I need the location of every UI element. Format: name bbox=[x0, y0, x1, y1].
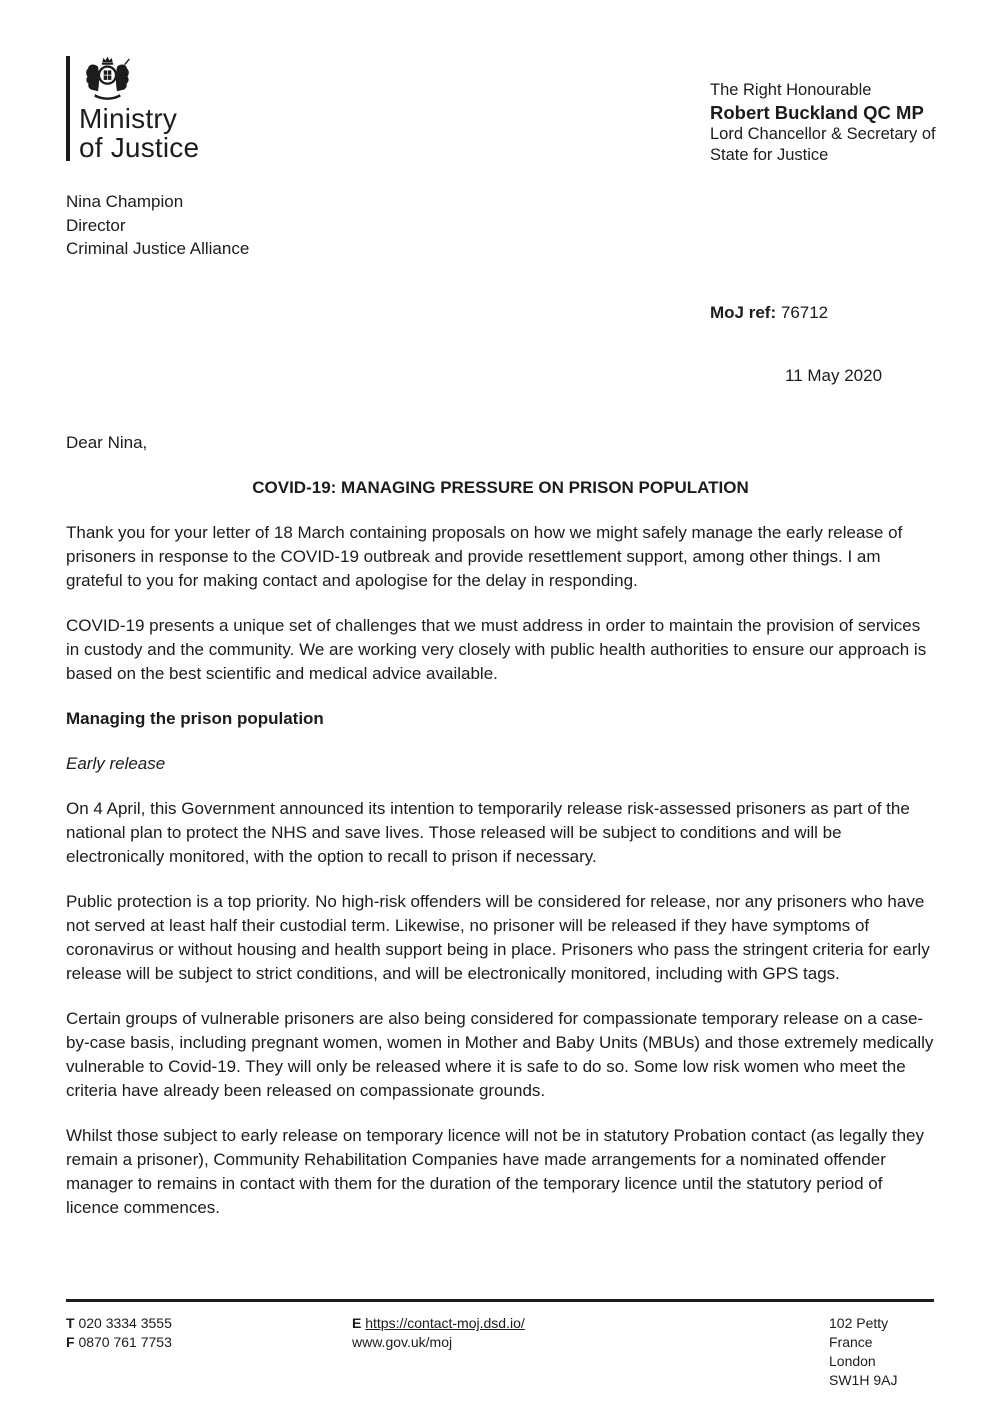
addressee-organisation: Criminal Justice Alliance bbox=[66, 239, 250, 258]
moj-reference-label: MoJ ref: bbox=[710, 303, 777, 322]
subsection-heading: Early release bbox=[66, 754, 166, 773]
moj-reference-value: 76712 bbox=[780, 303, 829, 322]
section-heading: Managing the prison population bbox=[66, 709, 324, 728]
address-line: 102 Petty France bbox=[829, 1315, 889, 1350]
sender-title-line-1: Lord Chancellor & Secretary of bbox=[710, 125, 936, 143]
footer-phone-column bbox=[66, 1314, 352, 1390]
sender-name: Robert Buckland QC MP bbox=[710, 102, 924, 123]
telephone-label: T bbox=[66, 1315, 75, 1331]
letter-date: 11 May 2020 bbox=[785, 366, 883, 385]
paragraph: On 4 April, this Government announced its intention to temporarily release risk-assessed prisoners as part of the national plan to protect the NHS and save lives. Those released will be subject to conditions and will be electronically monitored, with the option to recall to prison if necessary. bbox=[66, 799, 910, 866]
sender-honorific: The Right Honourable bbox=[710, 81, 872, 99]
footer-address-column bbox=[829, 1314, 934, 1390]
footer-email-line bbox=[352, 1314, 829, 1333]
sender-block bbox=[710, 80, 960, 166]
fax-label: F bbox=[66, 1334, 75, 1350]
footer-fax bbox=[66, 1333, 352, 1352]
footer-web-column bbox=[352, 1314, 829, 1390]
paragraph: COVID-19 presents a unique set of challenges that we must address in order to maintain the provision of services in custody and the community. We are working very closely with public health authorities to ensure our approach is based on the best scientific and medical advice available. bbox=[66, 616, 927, 683]
paragraph: Thank you for your letter of 18 March containing proposals on how we might safely manage the early release of prisoners in response to the COVID-19 outbreak and provide resettlement support, among other things. I am grateful to you for making contact and apologise for the delay in responding. bbox=[66, 523, 903, 590]
addressee-role: Director bbox=[66, 215, 126, 235]
moj-reference bbox=[710, 303, 828, 323]
royal-crest-icon bbox=[79, 56, 136, 100]
paragraph: Certain groups of vulnerable prisoners are also being considered for compassionate temporary release on a case-by-case basis, including pregnant women, women in Mother and Baby Units (MBUs) and those extremely medically vulnerable to Covid-19. They will only be released where it is safe to do so. Some low risk women who meet the criteria have already been released on compassionate grounds. bbox=[66, 1009, 934, 1100]
salutation: Dear Nina, bbox=[66, 433, 148, 452]
logo-line-1: Ministry bbox=[79, 103, 178, 134]
address-line: SW1H 9AJ bbox=[829, 1372, 898, 1388]
email-label: E bbox=[352, 1315, 362, 1331]
letter-body bbox=[66, 431, 935, 1241]
footer-telephone bbox=[66, 1314, 352, 1333]
sender-title-line-2: State for Justice bbox=[710, 146, 829, 164]
paragraph: Public protection is a top priority. No high-risk offenders will be considered for release, nor any prisoners who have not served at least half their custodial term. Likewise, no prisoner will be released if they have symptoms of coronavirus or without housing and health support being in place. Prisoners who pass the stringent criteria for early release will be subject to strict conditions, and will be electronically monitored, including with GPS tags. bbox=[66, 892, 930, 983]
address-line: London bbox=[829, 1353, 876, 1369]
logo-bar bbox=[66, 56, 70, 161]
telephone-number: 020 3334 3555 bbox=[78, 1315, 172, 1331]
logo-line-2: of Justice bbox=[79, 132, 200, 163]
addressee-name: Nina Champion bbox=[66, 192, 184, 211]
fax-number: 0870 761 7753 bbox=[78, 1334, 172, 1350]
paragraph: Whilst those subject to early release on temporary licence will not be in statutory Probation contact (as legally they remain a prisoner), Community Rehabilitation Companies have made arrangements for a nominated offender manager to remains in contact with them for the duration of the temporary licence until the statutory period of licence commences. bbox=[66, 1126, 924, 1217]
moj-logo bbox=[66, 56, 199, 162]
letter-footer bbox=[66, 1299, 934, 1390]
contact-link[interactable]: https://contact-moj.dsd.io/ bbox=[365, 1315, 525, 1331]
footer-website: www.gov.uk/moj bbox=[352, 1334, 453, 1350]
addressee-block bbox=[66, 190, 249, 261]
subject-line: COVID-19: MANAGING PRESSURE ON PRISON POPULATION bbox=[252, 478, 749, 497]
